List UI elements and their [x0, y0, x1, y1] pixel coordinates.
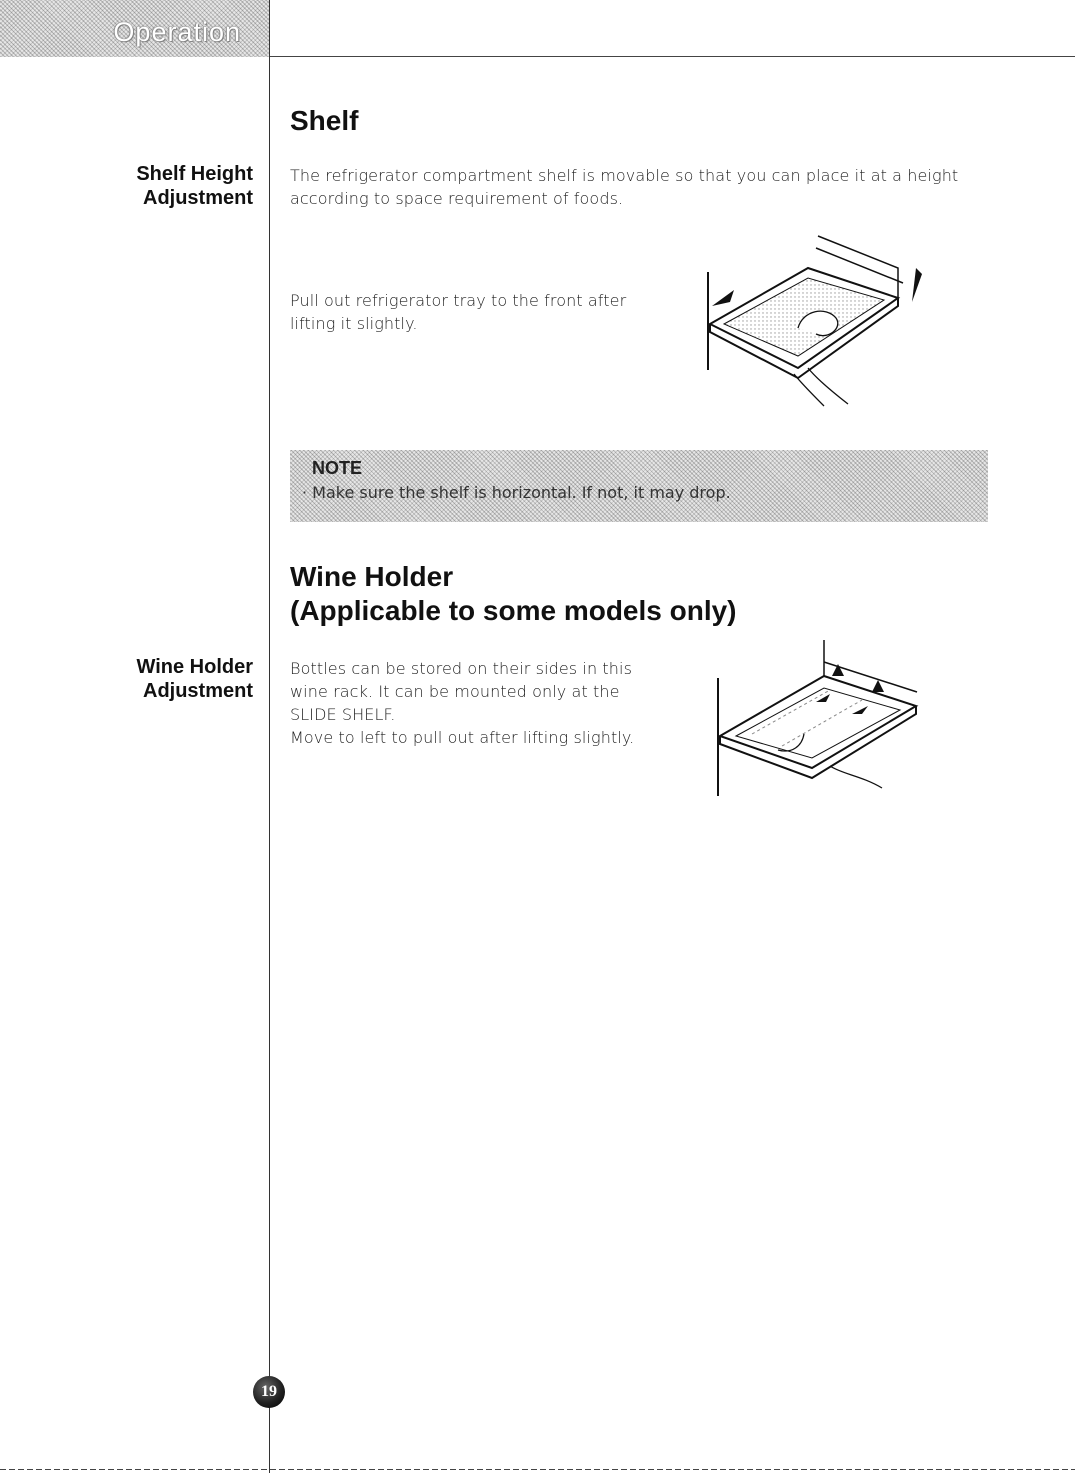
note-title: NOTE — [312, 458, 363, 478]
wine-holder-illustration — [712, 636, 937, 801]
shelf-intro — [290, 164, 990, 210]
note-text: · Make sure the shelf is horizontal. If not, it may drop. — [302, 483, 731, 502]
note-box — [290, 450, 988, 522]
footer-rule — [0, 1469, 1075, 1470]
shelf-height-side-label — [136, 162, 253, 210]
section-header-tab — [0, 0, 269, 57]
shelf-heading: Shelf — [290, 105, 359, 136]
text-line: according to space requirement of foods. — [290, 189, 624, 208]
text-line: lifting it slightly. — [290, 314, 418, 333]
text-line: Move to left to pull out after lifting slightly. — [290, 728, 635, 747]
heading-line: (Applicable to some models only) — [290, 595, 737, 626]
text-line: Pull out refrigerator tray to the front after — [290, 291, 627, 310]
text-line: Bottles can be stored on their sides in this — [290, 659, 633, 678]
shelf-instruction — [290, 289, 670, 335]
heading-line: Wine Holder — [290, 561, 454, 592]
shelf-illustration — [698, 228, 938, 413]
side-label-line: Shelf Height — [136, 163, 253, 185]
side-label-line: Wine Holder — [136, 656, 253, 678]
page-number-badge: 19 — [253, 1376, 285, 1408]
side-label-line: Adjustment — [143, 187, 253, 209]
wine-holder-heading — [290, 560, 737, 628]
column-divider — [269, 0, 270, 1473]
side-label-line: Adjustment — [143, 680, 253, 702]
text-line: The refrigerator compartment shelf is movable so that you can place it at a height — [290, 166, 959, 185]
text-line: wine rack. It can be mounted only at the — [290, 682, 620, 701]
header-rule — [269, 56, 1075, 57]
wine-holder-side-label — [137, 655, 254, 703]
section-title: Operation — [113, 17, 241, 47]
wine-holder-text — [290, 657, 670, 749]
text-line: SLIDE SHELF. — [290, 705, 396, 724]
